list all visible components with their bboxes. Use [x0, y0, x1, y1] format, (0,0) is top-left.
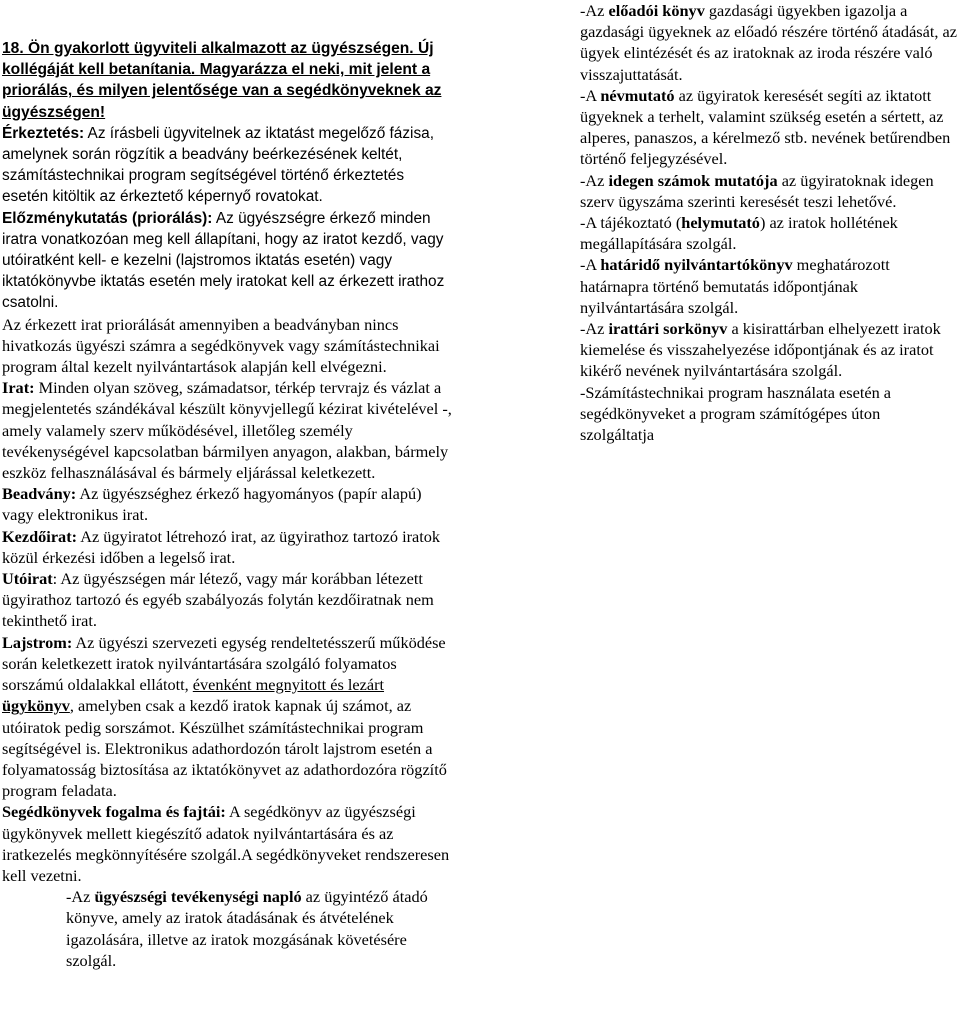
term-eloadoi-konyv: előadói könyv: [608, 1, 705, 20]
definition-elozmenykutatas: Az ügyészségre érkező minden iratra vonatkozóan meg kell állapítani, hogy az iratot kezdő, vagy utóiratként kell- e kezelni (lajstromos iktatás esetén) vagy iktatókönyvbe iktatás esetén mely iratokat kell az érkezett irathoz csatolni.: [2, 209, 445, 312]
definition-kezdoirat: Az ügyiratot létrehozó irat, az ügyirathoz tartozó iratok közül érkezési időben a legelső irat.: [2, 526, 441, 567]
term-irat: Irat:: [2, 378, 35, 398]
paragraph-eloadoi-konyv: [580, 0, 958, 85]
nevmutato-prefix: -A: [580, 85, 601, 105]
definition-erkeztetes: Az írásbeli ügyvitelnek az iktatást megelőző fázisa, amelynek során rögzítik a beadvány beérkezésének keltét, számítástechnikai program segítségével történő érkeztetés esetén kitöltik az érkeztető képernyő rovatokat.: [2, 124, 435, 206]
term-erkeztetes: Érkeztetés:: [2, 124, 85, 142]
irattari-prefix: -Az: [580, 319, 609, 339]
eloadoi-prefix: -Az: [580, 1, 609, 20]
paragraph-beadvany: [2, 483, 452, 525]
term-naplo: ügyészségi tevékenységi napló: [94, 887, 302, 907]
definition-nevmutato: az ügyiratok keresését segíti az iktatott ügyeknek a terhelt, valamint szükség esetén a sértett, az alperes, panaszos, a kérelmező stb. nevének betűrendben történő feljegyzésével.: [580, 85, 951, 169]
definition-lajstrom-part2: , amelyben csak a kezdő iratok kapnak új számot, az utóiratok pedig sorszámot. Készülhet számítástechnikai program segítségével is. Elektronikus adathordozón tárolt lajstrom esetén a folyamatosság biztosítása az iktatókönyvet az adathordozóra rögzítő program feladata.: [2, 696, 447, 801]
definition-idegen-szamok: az ügyiratoknak idegen szerv ügyszáma szerinti keresését teszi lehetővé.: [580, 170, 934, 211]
paragraph-nevmutato: [580, 85, 958, 170]
paragraph-idegen-szamok: [580, 170, 958, 212]
question-title: 18. Ön gyakorlott ügyviteli alkalmazott az ügyészségen. Új kollégáját kell betanítania. Magyarázza el neki, mit jelent a priorálás, és milyen jelentősége van a segédkönyveknek az ügyészségen!: [2, 40, 442, 121]
term-lajstrom: Lajstrom:: [2, 632, 73, 652]
paragraph-priorals: Az érkezett irat priorálását amennyiben a beadványban nincs hivatkozás ügyészi számra a segédkönyvek vagy számítástechnikai program által kezelt nyilvántartások alapján kell elvégezni.: [2, 314, 440, 377]
term-helymutato: helymutató: [681, 213, 760, 233]
paragraph-lajstrom: [2, 632, 452, 802]
definition-irat: Minden olyan szöveg, számadatsor, térkép tervrajz és vázlat a megjelentetés szándékával készült könyvjellegű kézirat kivételével -, amely valamely szerv működésével, illetőleg személy tevékenységével kapcsolatban bármilyen anyagon, alakban, bármely eszköz felhasználásával és bármely eljárással keletkezett.: [2, 378, 452, 483]
paragraph-elozmenykutatas: [2, 208, 452, 314]
paragraph-utoirat: [2, 568, 452, 632]
term-kezdoirat: Kezdőirat:: [2, 526, 78, 546]
term-segedkonyvek: Segédkönyvek fogalma és fajtái:: [2, 802, 226, 822]
definition-utoirat: : Az ügyészségen már létező, vagy már korábban létezett ügyirathoz tartozó és egyéb szabályozás folytán kezdőiratnak nem tekinthető irat.: [2, 569, 434, 631]
term-beadvany: Beadvány:: [2, 484, 77, 504]
paragraph-irattari-sorkonyv: [580, 318, 958, 382]
naplo-prefix: -Az: [66, 887, 95, 907]
term-nevmutato: névmutató: [600, 85, 675, 105]
term-hatarido: határidő nyilvántartókönyv: [600, 255, 793, 275]
left-column: [2, 0, 452, 971]
hatarido-prefix: -A: [580, 255, 601, 275]
definition-irattari-sorkonyv: a kisirattárban elhelyezett iratok kiemelése és visszahelyezése időpontjának és az iratot kikérő nevének nyilvántartására szolgál.: [580, 319, 941, 381]
right-column: [580, 0, 958, 445]
paragraph-erkeztetes: [2, 123, 452, 208]
paragraph-hatarido: [580, 254, 958, 318]
paragraph-irat: [2, 377, 452, 483]
tajekoztato-prefix: -A tájékoztató (: [580, 213, 682, 233]
term-irattari-sorkonyv: irattári sorkönyv: [608, 319, 728, 339]
definition-hatarido: meghatározott határnapra történő bemutatás időpontjának nyilvántartására szolgál.: [580, 255, 890, 317]
term-idegen-szamok: idegen számok mutatója: [608, 170, 778, 190]
term-utoirat: Utóirat: [2, 569, 53, 589]
definition-beadvany: Az ügyészséghez érkező hagyományos (papír alapú) vagy elektronikus irat.: [2, 484, 422, 525]
paragraph-helymutato: [580, 212, 958, 254]
paragraph-szamitastechnikai: -Számítástechnikai program használata esetén a segédkönyveket a program számítógépes úton szolgáltatja: [580, 382, 892, 445]
term-elozmenykutatas: Előzménykutatás (priorálás):: [2, 209, 213, 227]
definition-eloadoi-konyv: gazdasági ügyekben igazolja a gazdasági ügyeknek az előadó részére történő átadását, az ügyek elintézését és az iratoknak az iroda részére való visszajuttatását.: [580, 1, 957, 84]
definition-naplo: az ügyintéző átadó könyve, amely az iratok átadásának és átvételének igazolására, illetve az iratok mozgásának követésére szolgál.: [66, 887, 428, 970]
definition-lajstrom-part1: Az ügyészi szervezeti egység rendeltetésszerű működése során keletkezett iratok nyilvántartására szolgáló folyamatos sorszámú oldalakkal ellátott,: [2, 632, 446, 695]
definition-helymutato: ) az iratok hollétének megállapítására szolgál.: [580, 213, 898, 254]
lajstrom-underlined-phrase: évenként megnyitott és lezárt: [192, 675, 385, 695]
paragraph-kezdoirat: [2, 526, 452, 568]
idegen-prefix: -Az: [580, 170, 609, 190]
lajstrom-ugykonyv: ügykönyv: [2, 696, 70, 716]
paragraph-segedkonyvek: [2, 801, 452, 886]
definition-segedkonyvek: A segédkönyv az ügyészségi ügykönyvek mellett kiegészítő adatok nyilvántartására és az iratkezelés megkönnyítésére szolgál.A segédkönyveket rendszeresen kell vezetni.: [2, 802, 450, 885]
paragraph-naplo: [2, 886, 452, 971]
